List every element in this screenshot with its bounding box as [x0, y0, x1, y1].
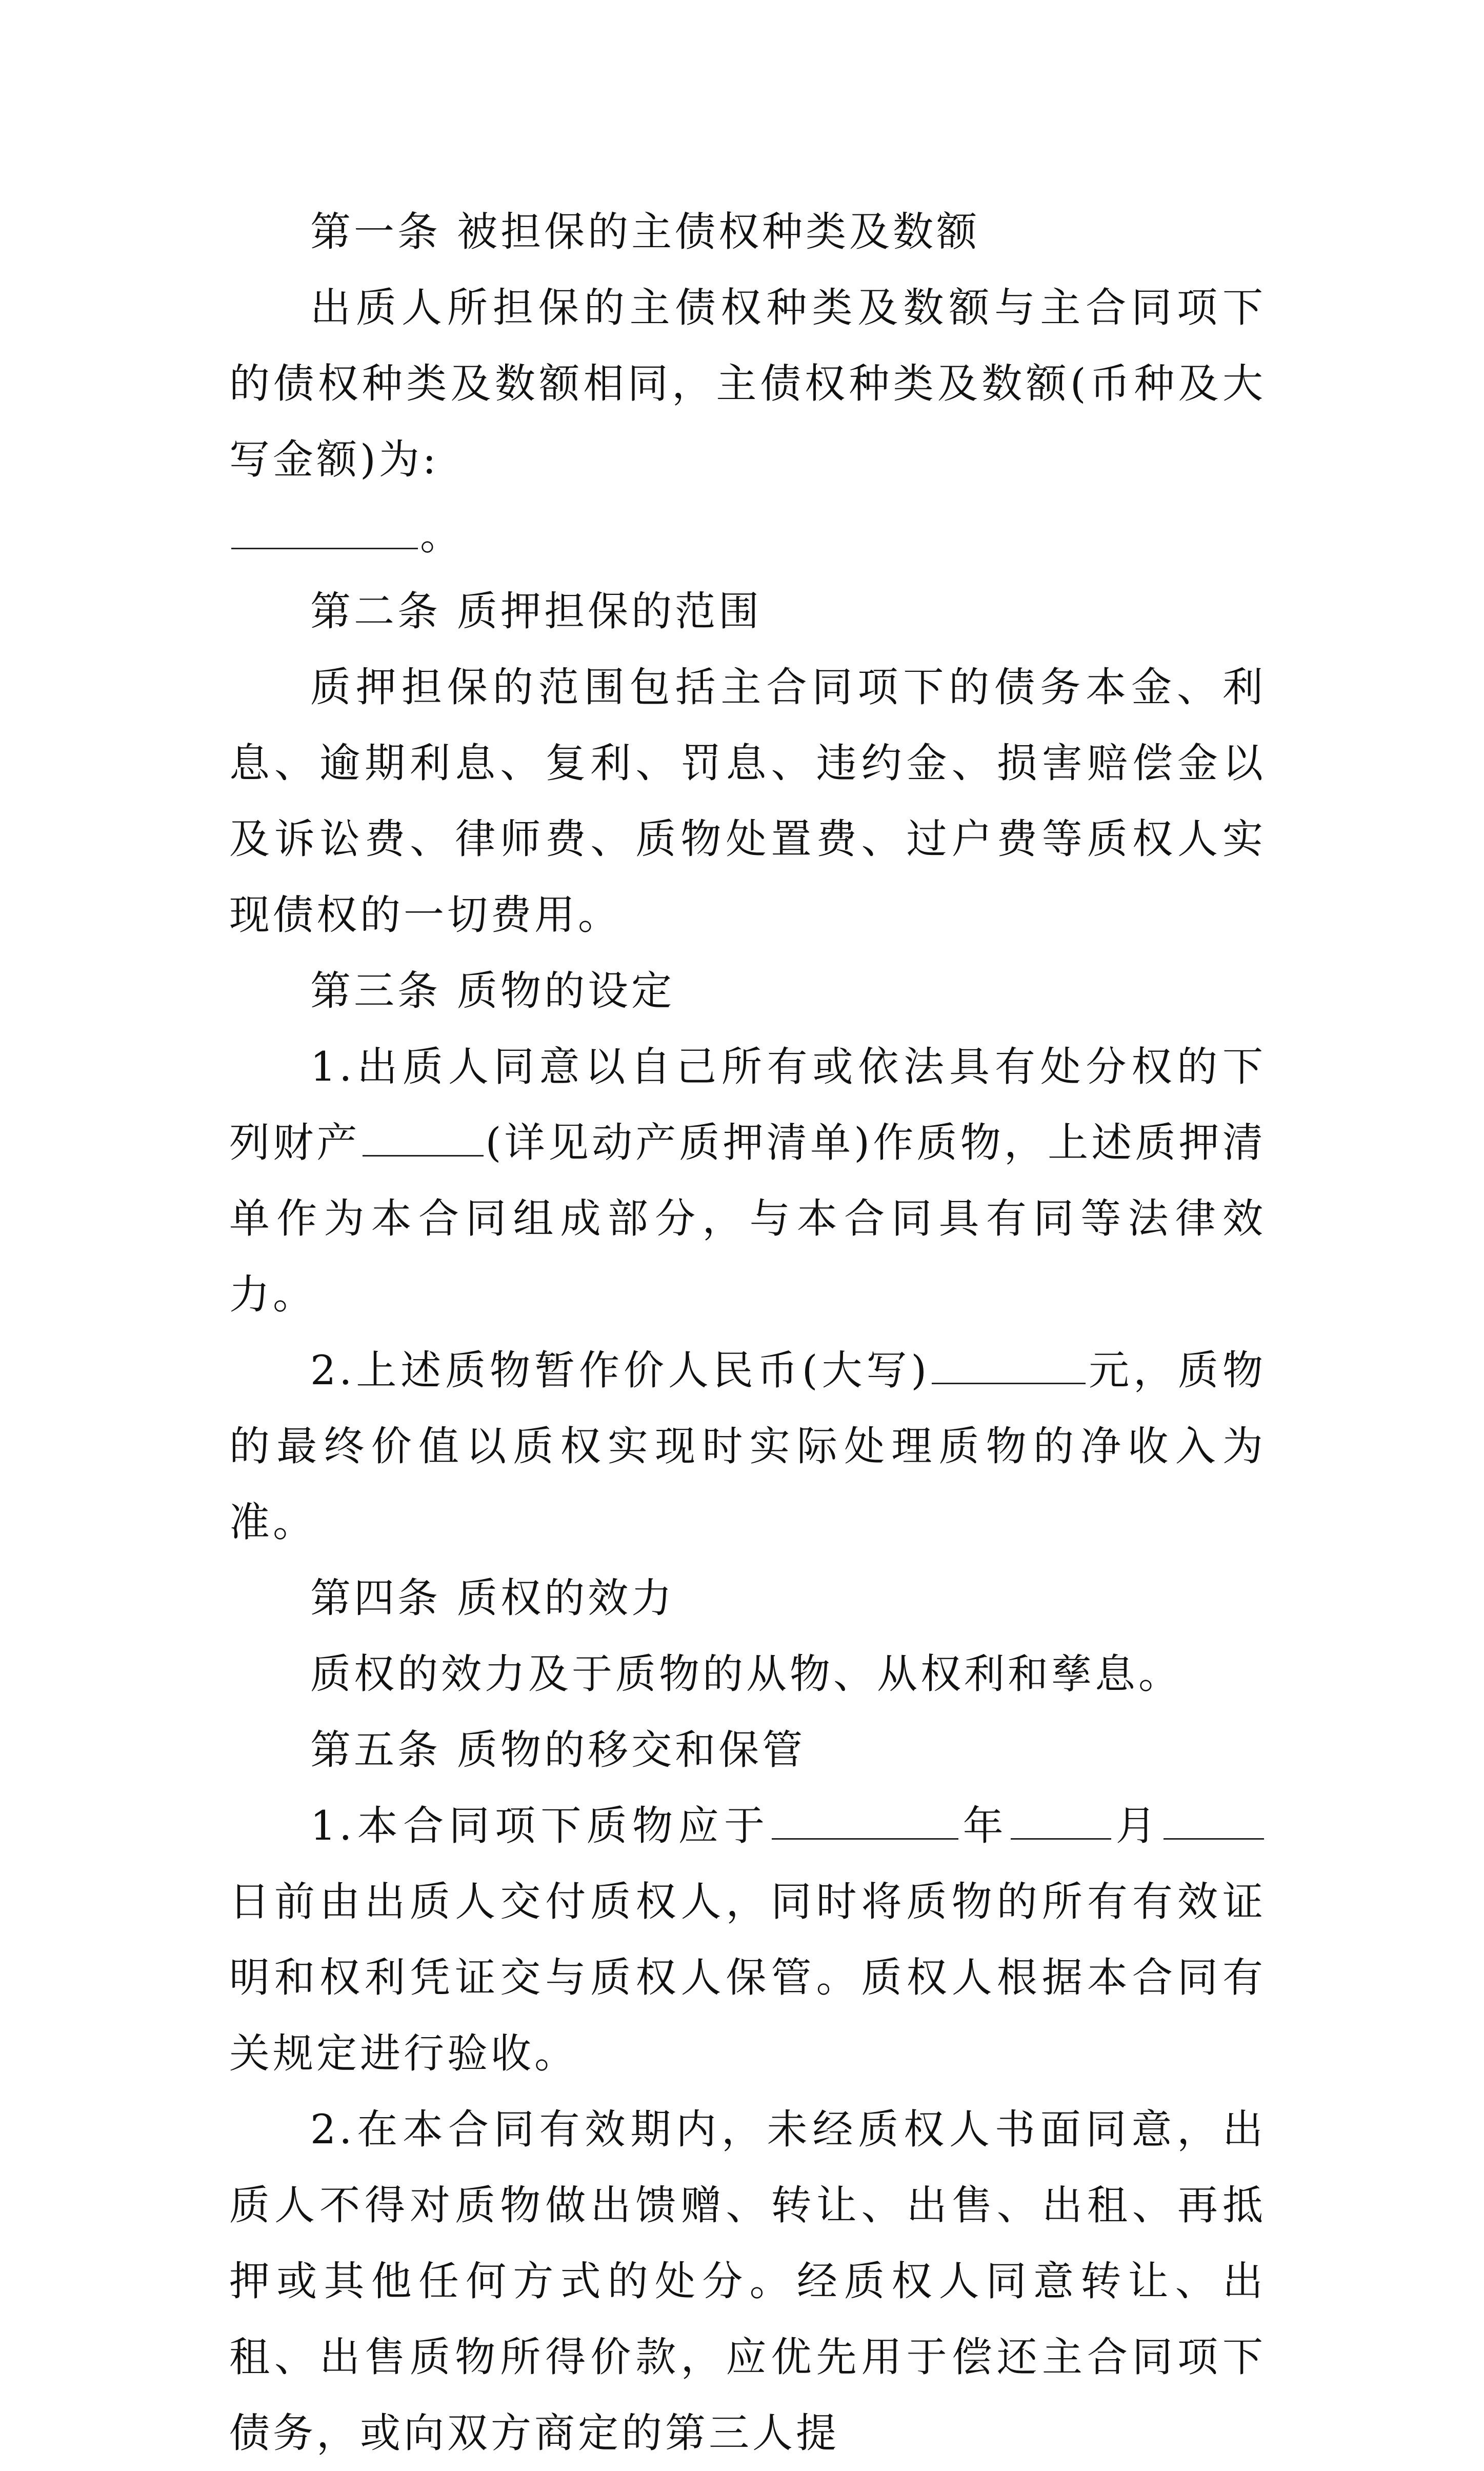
- article-3-heading: 第三条 质物的设定: [310, 967, 675, 1014]
- article-3-item-1: [229, 1029, 1266, 1332]
- article-5-item-2: 2.在本合同有效期内，未经质权人书面同意，出质人不得对质物做出馈赠、转让、出售、出租、再抵押或其他任何方式的处分。经质权人同意转让、出租、出售质物所得价款，应优先用于偿还主合同项下债务，或向双方商定的第三人提: [229, 2106, 1266, 2457]
- article-5-item-1: [229, 1788, 1266, 2091]
- article-3-value-blank[interactable]: [932, 1347, 1086, 1384]
- article-5-day-blank[interactable]: [1164, 1802, 1264, 1840]
- article-5-year-blank[interactable]: [772, 1802, 958, 1840]
- article-2-heading: 第二条 质押担保的范围: [310, 588, 763, 635]
- contract-body: [229, 194, 1266, 2471]
- article-1-amount-blank[interactable]: [231, 512, 418, 549]
- article-4-paragraph: 质权的效力及于质物的从物、从权利和孳息。: [310, 1650, 1182, 1698]
- article-5-heading: 第五条 质物的移交和保管: [310, 1726, 806, 1773]
- article-1-text: 出质人所担保的主债权种类及数额与主合同项下的债权种类及数额相同，主债权种类及数额(币种及大写金额)为:: [229, 284, 1266, 483]
- article-1-paragraph: [229, 270, 1266, 573]
- article-5-month-blank[interactable]: [1011, 1802, 1111, 1840]
- article-3-item-1-text-a: 1.出质人同意以自己所有或依法具有处分权的下列财产: [229, 1043, 1266, 1166]
- article-3-property-blank[interactable]: [363, 1119, 484, 1157]
- article-5-item-1-text-a: 1.本合同项下质物应于: [310, 1802, 770, 1849]
- article-1-period: 。: [420, 512, 464, 559]
- article-3-item-2: [229, 1332, 1266, 1560]
- article-3-item-1-text-b: (详见动产质押清单)作质物，上述质押清单作为本合同组成部分，与本合同具有同等法律效力。: [229, 1119, 1266, 1318]
- article-3-item-2-text-b: 元，质物的最终价值以质权实现时实际处理质物的净收入为准。: [229, 1347, 1267, 1546]
- article-3-item-2-text-a: 2.上述质物暂作价人民币(大写): [310, 1347, 930, 1394]
- article-5-month-label: 月: [1113, 1802, 1162, 1849]
- article-5-year-label: 年: [960, 1802, 1009, 1849]
- article-2-paragraph: 质押担保的范围包括主合同项下的债务本金、利息、逾期利息、复利、罚息、违约金、损害赔偿金以及诉讼费、律师费、质物处置费、过户费等质权人实现债权的一切费用。: [229, 664, 1266, 939]
- article-5-item-1-text-b: 日前由出质人交付质权人，同时将质物的所有有效证明和权利凭证交与质权人保管。质权人根据本合同有关规定进行验收。: [229, 1878, 1266, 2077]
- article-4-heading: 第四条 质权的效力: [310, 1575, 675, 1622]
- article-1-heading: 第一条 被担保的主债权种类及数额: [310, 208, 980, 255]
